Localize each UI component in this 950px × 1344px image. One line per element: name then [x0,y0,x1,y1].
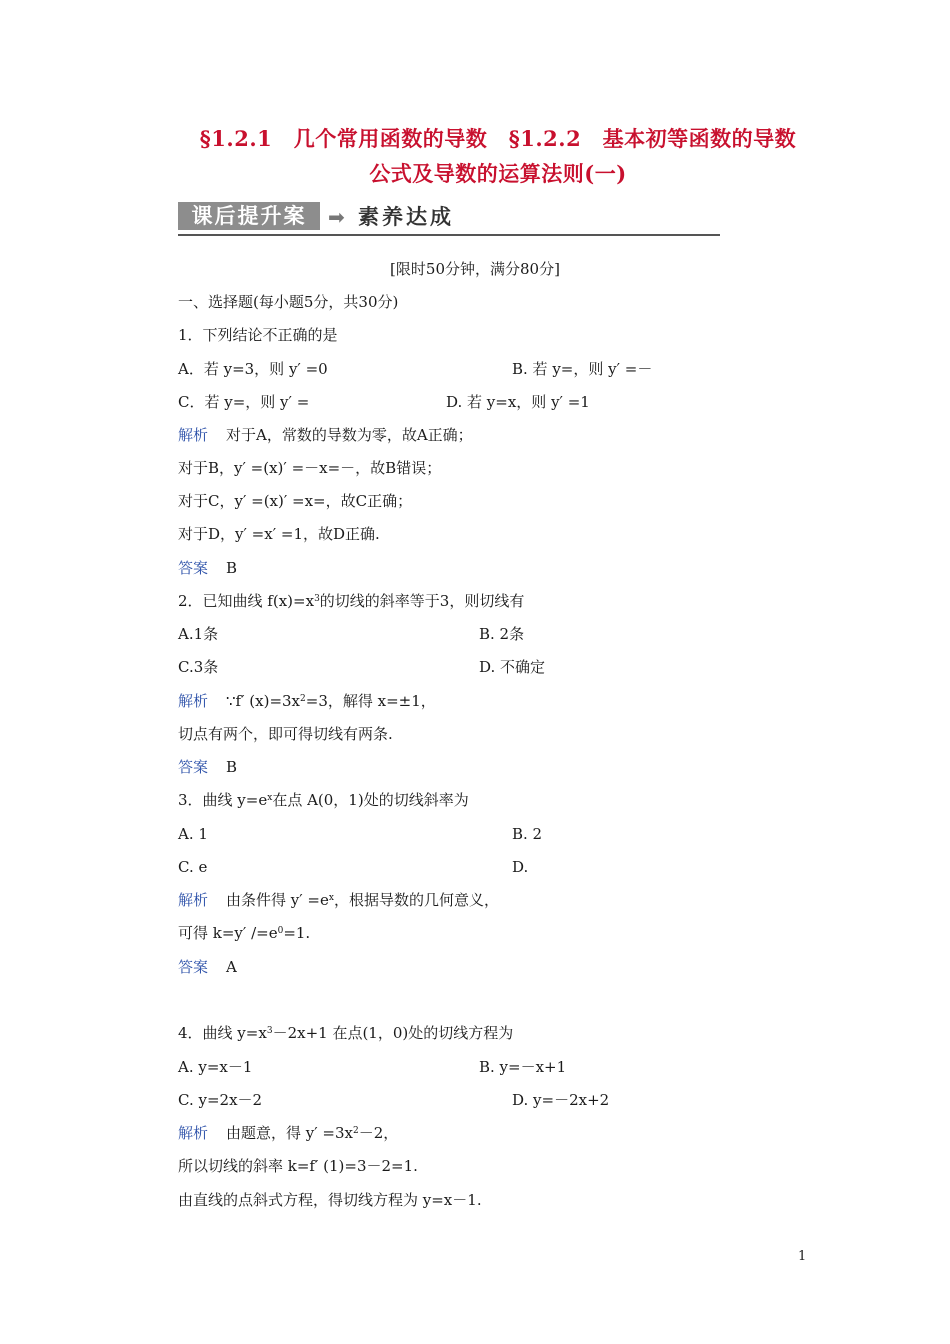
q3-analysis-2 [178,923,310,943]
q3-analysis-2-post: =1. [283,924,311,942]
answer-label: 答案 [178,758,209,776]
q4-analysis-1-post: －2， [358,1124,399,1142]
q2-analysis-1-sup: 2 [300,694,306,704]
q4-stem-post: －2x+1 在点(1，0)处的切线方程为 [272,1024,514,1042]
time-limit: [限时50分钟，满分80分] [390,260,560,278]
q1-option-c: C．若 y=，则 y′ = [178,393,310,411]
title-line-2: 公式及导数的运算法则(一) [369,161,627,186]
analysis-label: 解析 [178,426,209,444]
q1-answer-value: B [226,559,238,577]
q4-analysis-1-sup: 2 [353,1126,359,1136]
answer-label: 答案 [178,958,209,976]
q1-option-a: A．若 y=3，则 y′ =0 [178,360,328,378]
q2-stem-pre: 2．已知曲线 f(x)=x [178,592,315,610]
q2-option-c: C.3条 [178,658,219,676]
q3-option-d: D. [512,858,529,876]
q3-stem [178,790,469,810]
q4-stem [178,1023,513,1043]
q2-analysis-1-post: =3，解得 x=±1， [305,692,436,710]
q1-analysis-4: 对于D，y′ =x′ =1，故D正确. [178,525,380,543]
q2-option-b: B. 2条 [479,625,525,643]
q2-answer-value: B [226,758,238,776]
q3-analysis-1-pre: 由条件得 y′ =e [226,891,329,909]
q2-analysis-1-pre: ∵f′ (x)=3x [226,692,301,710]
q3-analysis-1-sup: x [328,893,334,903]
q3-option-c: C. e [178,858,208,876]
title-line-1: §1.2.1 几个常用函数的导数 §1.2.2 基本初等函数的导数 [199,126,797,151]
q3-answer-value: A [226,958,237,976]
q2-analysis-2: 切点有两个，即可得切线有两条. [178,725,393,743]
arrow-right-icon: ➡ [328,205,345,229]
q3-stem-pre: 3．曲线 y=e [178,791,268,809]
page-number: 1 [798,1249,807,1264]
q2-stem-post: 的切线的斜率等于3，则切线有 [319,592,525,610]
q4-analysis [178,1123,398,1143]
q1-option-d: D. 若 y=x，则 y′ =1 [446,393,590,411]
q3-analysis-2-pre: 可得 k=y′ /=e [178,924,278,942]
q1-analysis-2: 对于B，y′ =(x)′ =－x=－，故B错误； [178,459,442,477]
q4-option-a: A. y=x－1 [178,1058,253,1076]
q3-option-a: A. 1 [178,825,208,843]
q1-option-b: B. 若 y=，则 y′ =－ [512,360,653,378]
q2-option-d: D. 不确定 [479,658,546,676]
analysis-label: 解析 [178,891,209,909]
q3-stem-sup: x [267,793,273,803]
q4-stem-pre: 4．曲线 y=x [178,1024,267,1042]
q4-analysis-3: 由直线的点斜式方程，得切线方程为 y=x－1. [178,1191,482,1209]
q4-analysis-1-pre: 由题意，得 y′ =3x [226,1124,354,1142]
q1-analysis [178,425,473,445]
answer-label: 答案 [178,559,209,577]
banner-label-text: 素养达成 [358,205,454,229]
banner-label-box: 课后提升案 [178,202,320,230]
q4-analysis-2: 所以切线的斜率 k=f′ (1)=3－2=1. [178,1157,418,1175]
q2-option-a: A.1条 [178,625,219,643]
q4-option-c: C. y=2x－2 [178,1091,263,1109]
q2-answer [178,757,237,777]
q3-analysis-1-post: ，根据导数的几何意义， [333,891,499,909]
q3-answer [178,957,237,977]
section-heading: 一、选择题(每小题5分，共30分) [178,293,399,311]
q2-stem [178,591,524,611]
section-banner [178,200,720,236]
q3-option-b: B. 2 [512,825,543,843]
q2-stem-sup: 3 [314,594,320,604]
q4-stem-sup: 3 [266,1026,273,1036]
analysis-label: 解析 [178,1124,209,1142]
q3-stem-post: 在点 A(0，1)处的切线斜率为 [272,791,469,809]
q4-option-d: D. y=－2x+2 [512,1091,610,1109]
q4-option-b: B. y=－x+1 [479,1058,567,1076]
q1-analysis-1: 对于A，常数的导数为零，故A正确； [226,426,473,444]
q1-stem: 1．下列结论不正确的是 [178,326,338,344]
q3-analysis-2-sup: 0 [277,926,284,936]
q1-analysis-3: 对于C，y′ =(x)′ =x=，故C正确； [178,492,413,510]
q1-answer [178,558,237,578]
analysis-label: 解析 [178,692,209,710]
q3-analysis [178,890,499,910]
q2-analysis [178,691,436,711]
